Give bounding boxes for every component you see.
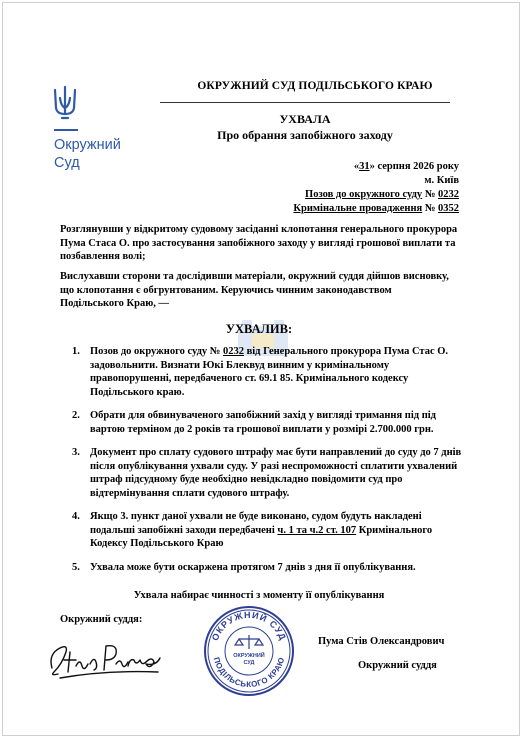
- list-item: [60, 446, 462, 500]
- claim-number-prefix: №: [424, 189, 438, 200]
- city: м. Київ: [424, 175, 459, 186]
- seal-text-bottom: ПОДІЛЬСЬКОГО КРАЮ: [211, 655, 287, 690]
- judge-position: Окружний суддя: [358, 660, 437, 671]
- trident-icon: [52, 84, 78, 120]
- proceeding-label: Кримінальне провадження: [293, 203, 423, 214]
- logo-divider: [54, 129, 78, 131]
- item-1-text-a: Позов до окружного суду №: [90, 346, 223, 357]
- claim-number: 0232: [438, 189, 459, 200]
- item-4-text-a: Якщо 3. пункт даної ухвали не буде виконано, судом будуть накладені подальші запобіжні заходи передбачені: [90, 511, 422, 536]
- paragraph-heard: Вислухавши сторони та дослідивши матеріали, окружний суддя дійшов висновку, що клопотання є обгрунтованим. Керуючись чинним законодавством Подільського Краю, —: [60, 271, 449, 309]
- proceeding-number: 0352: [438, 203, 459, 214]
- logo-text-line2: Суд: [54, 155, 80, 171]
- logo-text-line1: Окружний: [54, 137, 121, 153]
- title-divider: [160, 102, 450, 103]
- date-rest: серпня 2026 року: [377, 161, 459, 172]
- item-2-text: Обрати для обвинуваченого запобіжний захід у вигляді тримання під під вартою терміном до 2 років та грошової виплати у розмірі 2.700.000 грн.: [90, 410, 436, 435]
- resolution-list: [60, 345, 462, 584]
- item-number: 4.: [72, 511, 80, 522]
- seal-center-text-1: ОКРУЖНИЙ: [233, 653, 265, 659]
- claim-number-line: [305, 188, 459, 202]
- item-number: 1.: [72, 346, 80, 357]
- item-number: 5.: [72, 561, 80, 573]
- document-subtitle: Про обрання запобіжного заходу: [217, 128, 393, 142]
- item-4-article-ref: ч. 1 та ч.2 ст. 107: [277, 524, 357, 536]
- seal-text-top: ОКРУЖНИЙ СУД: [209, 609, 289, 643]
- seal-center-text-2: СУД: [243, 660, 255, 666]
- document-type: УХВАЛА: [279, 112, 331, 126]
- effective-note: Ухвала набирає чинності з моменту її опублікування: [133, 590, 385, 601]
- item-1-text-b: від Генерального прокурора Пума Стас О. задовольнити. Визнати Юкі Блеквуд винним у кримінальному правопорушенні, передбаченого ст. 69.1 85. Кримінального кодексу Подільського краю.: [90, 346, 449, 398]
- item-3-text: Документ про сплату судового штрафу має бути направлений до суду до 7 днів після опублікування ухвали суду. У разі неспроможності сплатити ухвалений штраф підсудному буде необхідно невідкладно повідомити суд про відтермінування сплати судового штрафу.: [90, 447, 462, 499]
- item-number: 2.: [72, 410, 80, 421]
- claim-label: Позов до окружного суду: [305, 189, 423, 200]
- judge-name: Пума Стів Олександрович: [318, 636, 445, 647]
- item-1-claim-number: 0232: [222, 346, 244, 357]
- court-seal: [203, 605, 295, 697]
- item-5-text: Ухвала може бути оскаржена протягом 7 днів з дня її опублікування.: [90, 561, 416, 573]
- court-title: ОКРУЖНИЙ СУД ПОДІЛЬСЬКОГО КРАЮ: [197, 80, 433, 92]
- date-day: 31: [359, 161, 370, 172]
- judge-label: Окружний суддя:: [60, 614, 143, 625]
- paragraph-considered: Розглянувши у відкритому судовому засіданні клопотання генерального прокурора Пума Стаса О. про застосування запобіжного заходу у вигляді грошової виплати та позбавлення волі;: [60, 224, 458, 262]
- date-line: «31» серпня 2026 року: [353, 161, 459, 172]
- list-item: [60, 409, 462, 436]
- resolved-heading: УХВАЛИВ:: [225, 322, 293, 336]
- list-item: [60, 510, 462, 551]
- proceeding-number-line: [293, 202, 459, 216]
- court-logo: [52, 84, 112, 125]
- logo-text: [54, 136, 121, 172]
- scales-icon: [235, 635, 263, 649]
- judge-signature: [46, 630, 164, 682]
- list-item: [60, 561, 462, 575]
- item-number: 3.: [72, 447, 80, 458]
- proceeding-number-prefix: №: [424, 203, 438, 214]
- list-item: [60, 345, 462, 399]
- item-4-text-b: Кримінального Кодексу Подільського Краю: [90, 524, 433, 549]
